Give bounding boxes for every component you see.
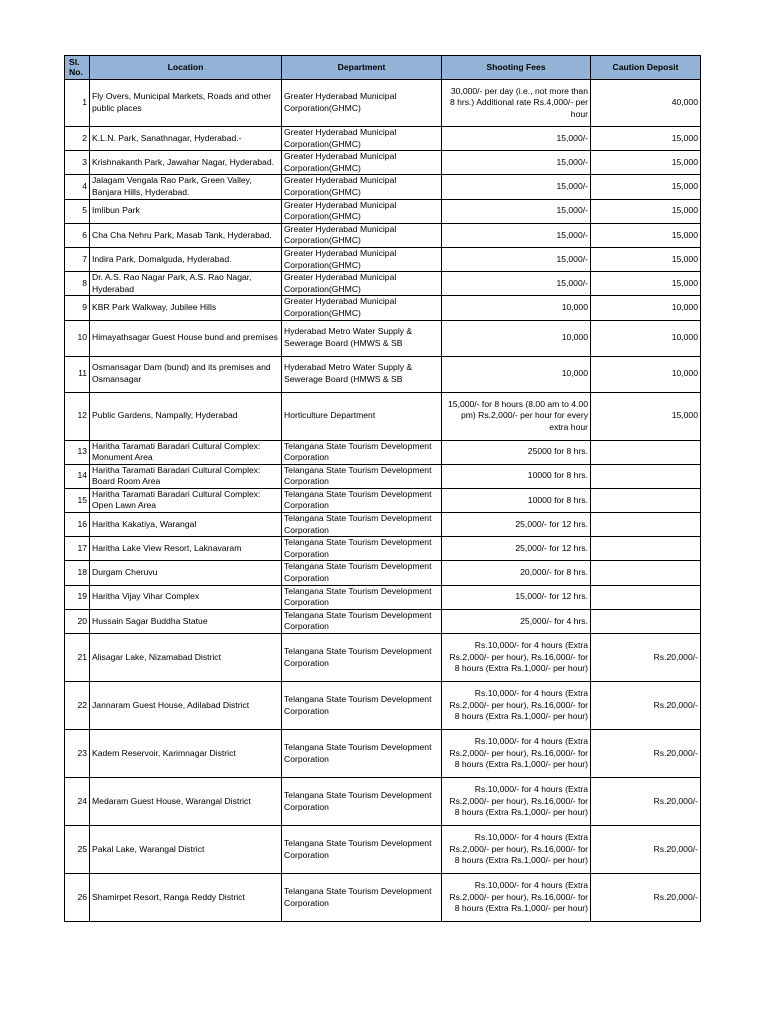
cell-sl-no: 26: [65, 874, 90, 922]
cell-sl-no: 18: [65, 561, 90, 585]
cell-caution-deposit: 10,000: [591, 320, 701, 356]
cell-location: Hussain Sagar Buddha Statue: [90, 609, 282, 633]
cell-sl-no: 8: [65, 272, 90, 296]
table-row: [65, 682, 701, 730]
cell-department: Telangana State Tourism Development Corporation: [282, 513, 442, 537]
cell-sl-no: 4: [65, 175, 90, 199]
cell-shooting-fees: 15,000/-: [442, 223, 591, 247]
cell-department: Greater Hyderabad Municipal Corporation(GHMC): [282, 296, 442, 320]
cell-caution-deposit: [591, 609, 701, 633]
cell-sl-no: 1: [65, 80, 90, 127]
table-row: [65, 199, 701, 223]
cell-shooting-fees: 25,000/- for 12 hrs.: [442, 513, 591, 537]
table-row: [65, 609, 701, 633]
cell-location: KBR Park Walkway, Jubilee Hills: [90, 296, 282, 320]
cell-department: Greater Hyderabad Municipal Corporation(GHMC): [282, 272, 442, 296]
cell-shooting-fees: Rs.10,000/- for 4 hours (Extra Rs.2,000/- per hour), Rs.16,000/- for 8 hours (Extra Rs.1,000/- per hour): [442, 682, 591, 730]
cell-caution-deposit: Rs.20,000/-: [591, 682, 701, 730]
cell-sl-no: 11: [65, 356, 90, 392]
cell-location: Krishnakanth Park, Jawahar Nagar, Hyderabad.: [90, 151, 282, 175]
cell-sl-no: 13: [65, 440, 90, 464]
cell-department: Telangana State Tourism Development Corporation: [282, 585, 442, 609]
table-row: [65, 561, 701, 585]
cell-caution-deposit: [591, 464, 701, 488]
cell-department: Greater Hyderabad Municipal Corporation(GHMC): [282, 151, 442, 175]
table-row: [65, 80, 701, 127]
cell-shooting-fees: 15,000/-: [442, 151, 591, 175]
cell-location: Osmansagar Dam (bund) and its premises and Osmansagar: [90, 356, 282, 392]
cell-sl-no: 6: [65, 223, 90, 247]
cell-department: Telangana State Tourism Development Corporation: [282, 609, 442, 633]
cell-caution-deposit: Rs.20,000/-: [591, 634, 701, 682]
cell-caution-deposit: 15,000: [591, 247, 701, 271]
cell-sl-no: 3: [65, 151, 90, 175]
cell-location: K.L.N. Park, Sanathnagar, Hyderabad.-: [90, 127, 282, 151]
cell-sl-no: 25: [65, 826, 90, 874]
cell-location: Haritha Lake View Resort, Laknavaram: [90, 537, 282, 561]
header-row: [65, 56, 701, 80]
header-location: Location: [90, 56, 282, 80]
table-row: [65, 488, 701, 512]
table-row: [65, 513, 701, 537]
cell-shooting-fees: 10000 for 8 hrs.: [442, 488, 591, 512]
table-row: [65, 826, 701, 874]
cell-shooting-fees: Rs.10,000/- for 4 hours (Extra Rs.2,000/- per hour), Rs.16,000/- for 8 hours (Extra Rs.1,000/- per hour): [442, 778, 591, 826]
cell-location: Indira Park, Domalguda, Hyderabad.: [90, 247, 282, 271]
cell-caution-deposit: 10,000: [591, 356, 701, 392]
cell-caution-deposit: Rs.20,000/-: [591, 874, 701, 922]
cell-shooting-fees: 25000 for 8 hrs.: [442, 440, 591, 464]
cell-sl-no: 10: [65, 320, 90, 356]
cell-department: Telangana State Tourism Development Corporation: [282, 778, 442, 826]
header-department: Department: [282, 56, 442, 80]
cell-shooting-fees: 10,000: [442, 296, 591, 320]
cell-location: Haritha Taramati Baradari Cultural Complex: Open Lawn Area: [90, 488, 282, 512]
cell-location: Pakal Lake, Warangal District: [90, 826, 282, 874]
cell-shooting-fees: 10,000: [442, 356, 591, 392]
cell-caution-deposit: [591, 561, 701, 585]
cell-sl-no: 16: [65, 513, 90, 537]
cell-sl-no: 14: [65, 464, 90, 488]
cell-department: Greater Hyderabad Municipal Corporation(GHMC): [282, 223, 442, 247]
cell-location: Haritha Vijay Vihar Complex: [90, 585, 282, 609]
cell-caution-deposit: 40,000: [591, 80, 701, 127]
cell-location: Haritha Kakatiya, Warangal: [90, 513, 282, 537]
header-caution-deposit: Caution Deposit: [591, 56, 701, 80]
cell-department: Hyderabad Metro Water Supply & Sewerage Board (HMWS & SB: [282, 320, 442, 356]
cell-sl-no: 22: [65, 682, 90, 730]
cell-location: Alisagar Lake, Nizamabad District: [90, 634, 282, 682]
cell-department: Telangana State Tourism Development Corporation: [282, 561, 442, 585]
cell-shooting-fees: 15,000/-: [442, 247, 591, 271]
cell-shooting-fees: 15,000/- for 12 hrs.: [442, 585, 591, 609]
cell-sl-no: 17: [65, 537, 90, 561]
cell-department: Greater Hyderabad Municipal Corporation(GHMC): [282, 80, 442, 127]
cell-caution-deposit: 15,000: [591, 151, 701, 175]
cell-caution-deposit: 15,000: [591, 223, 701, 247]
table-row: [65, 320, 701, 356]
cell-shooting-fees: 15,000/-: [442, 127, 591, 151]
cell-location: Himayathsagar Guest House bund and premises: [90, 320, 282, 356]
table-row: [65, 730, 701, 778]
cell-department: Telangana State Tourism Development Corporation: [282, 682, 442, 730]
cell-sl-no: 21: [65, 634, 90, 682]
cell-department: Telangana State Tourism Development Corporation: [282, 874, 442, 922]
cell-sl-no: 15: [65, 488, 90, 512]
table-row: [65, 392, 701, 440]
cell-location: Kadem Reservoir, Karimnagar District: [90, 730, 282, 778]
cell-sl-no: 20: [65, 609, 90, 633]
cell-location: Dr. A.S. Rao Nagar Park, A.S. Rao Nagar, Hyderabad: [90, 272, 282, 296]
cell-department: Telangana State Tourism Development Corporation: [282, 488, 442, 512]
cell-sl-no: 23: [65, 730, 90, 778]
cell-shooting-fees: Rs.10,000/- for 4 hours (Extra Rs.2,000/- per hour), Rs.16,000/- for 8 hours (Extra Rs.1,000/- per hour): [442, 826, 591, 874]
cell-location: Imlibun Park: [90, 199, 282, 223]
cell-shooting-fees: 25,000/- for 4 hrs.: [442, 609, 591, 633]
cell-department: Greater Hyderabad Municipal Corporation(GHMC): [282, 247, 442, 271]
cell-sl-no: 7: [65, 247, 90, 271]
cell-shooting-fees: 15,000/- for 8 hours (8.00 am to 4.00 pm) Rs.2,000/- per hour for every extra hour: [442, 392, 591, 440]
cell-location: Cha Cha Nehru Park, Masab Tank, Hyderabad.: [90, 223, 282, 247]
cell-caution-deposit: [591, 537, 701, 561]
cell-shooting-fees: 10000 for 8 hrs.: [442, 464, 591, 488]
cell-caution-deposit: Rs.20,000/-: [591, 730, 701, 778]
table-row: [65, 272, 701, 296]
table-row: [65, 634, 701, 682]
cell-location: Haritha Taramati Baradari Cultural Complex: Board Room Area: [90, 464, 282, 488]
cell-caution-deposit: [591, 488, 701, 512]
cell-location: Jalagam Vengala Rao Park, Green Valley, Banjara Hills, Hyderabad.: [90, 175, 282, 199]
table-row: [65, 296, 701, 320]
table-row: [65, 175, 701, 199]
table-row: [65, 356, 701, 392]
cell-shooting-fees: 15,000/-: [442, 272, 591, 296]
table-row: [65, 151, 701, 175]
shooting-fees-table: [64, 55, 701, 922]
cell-shooting-fees: Rs.10,000/- for 4 hours (Extra Rs.2,000/- per hour), Rs.16,000/- for 8 hours (Extra Rs.1,000/- per hour): [442, 730, 591, 778]
cell-shooting-fees: 15,000/-: [442, 199, 591, 223]
cell-location: Haritha Taramati Baradari Cultural Complex: Monument Area: [90, 440, 282, 464]
cell-caution-deposit: 15,000: [591, 199, 701, 223]
cell-department: Telangana State Tourism Development Corporation: [282, 730, 442, 778]
cell-location: Medaram Guest House, Warangal District: [90, 778, 282, 826]
cell-location: Jannaram Guest House, Adilabad District: [90, 682, 282, 730]
cell-department: Hyderabad Metro Water Supply & Sewerage Board (HMWS & SB: [282, 356, 442, 392]
cell-shooting-fees: Rs.10,000/- for 4 hours (Extra Rs.2,000/- per hour), Rs.16,000/- for 8 hours (Extra Rs.1,000/- per hour): [442, 874, 591, 922]
cell-caution-deposit: Rs.20,000/-: [591, 826, 701, 874]
cell-caution-deposit: [591, 440, 701, 464]
table-row: [65, 440, 701, 464]
cell-shooting-fees: 10,000: [442, 320, 591, 356]
table-row: [65, 127, 701, 151]
cell-location: Public Gardens, Nampally, Hyderabad: [90, 392, 282, 440]
table-row: [65, 874, 701, 922]
cell-shooting-fees: 30,000/- per day (i.e., not more than 8 hrs.) Additional rate Rs.4,000/- per hour: [442, 80, 591, 127]
table-row: [65, 537, 701, 561]
table-row: [65, 223, 701, 247]
cell-caution-deposit: 15,000: [591, 392, 701, 440]
cell-department: Greater Hyderabad Municipal Corporation(GHMC): [282, 199, 442, 223]
header-sl-no: Sl. No.: [65, 56, 90, 80]
cell-department: Greater Hyderabad Municipal Corporation(GHMC): [282, 175, 442, 199]
cell-location: Durgam Cheruvu: [90, 561, 282, 585]
table-row: [65, 778, 701, 826]
cell-caution-deposit: 10,000: [591, 296, 701, 320]
cell-department: Telangana State Tourism Development Corporation: [282, 826, 442, 874]
cell-location: Shamirpet Resort, Ranga Reddy District: [90, 874, 282, 922]
cell-department: Telangana State Tourism Development Corporation: [282, 440, 442, 464]
cell-department: Greater Hyderabad Municipal Corporation(GHMC): [282, 127, 442, 151]
cell-caution-deposit: [591, 513, 701, 537]
cell-sl-no: 9: [65, 296, 90, 320]
table-row: [65, 464, 701, 488]
header-shooting-fees: Shooting Fees: [442, 56, 591, 80]
cell-sl-no: 2: [65, 127, 90, 151]
cell-sl-no: 5: [65, 199, 90, 223]
cell-shooting-fees: Rs.10,000/- for 4 hours (Extra Rs.2,000/- per hour), Rs.16,000/- for 8 hours (Extra Rs.1,000/- per hour): [442, 634, 591, 682]
cell-department: Horticulture Department: [282, 392, 442, 440]
cell-department: Telangana State Tourism Development Corporation: [282, 537, 442, 561]
cell-department: Telangana State Tourism Development Corporation: [282, 634, 442, 682]
cell-location: Fly Overs, Municipal Markets, Roads and other public places: [90, 80, 282, 127]
table-row: [65, 585, 701, 609]
cell-caution-deposit: [591, 585, 701, 609]
cell-sl-no: 12: [65, 392, 90, 440]
cell-caution-deposit: 15,000: [591, 127, 701, 151]
cell-department: Telangana State Tourism Development Corporation: [282, 464, 442, 488]
cell-caution-deposit: Rs.20,000/-: [591, 778, 701, 826]
cell-caution-deposit: 15,000: [591, 175, 701, 199]
cell-caution-deposit: 15,000: [591, 272, 701, 296]
cell-shooting-fees: 15,000/-: [442, 175, 591, 199]
table-row: [65, 247, 701, 271]
cell-shooting-fees: 25,000/- for 12 hrs.: [442, 537, 591, 561]
cell-shooting-fees: 20,000/- for 8 hrs.: [442, 561, 591, 585]
cell-sl-no: 19: [65, 585, 90, 609]
cell-sl-no: 24: [65, 778, 90, 826]
